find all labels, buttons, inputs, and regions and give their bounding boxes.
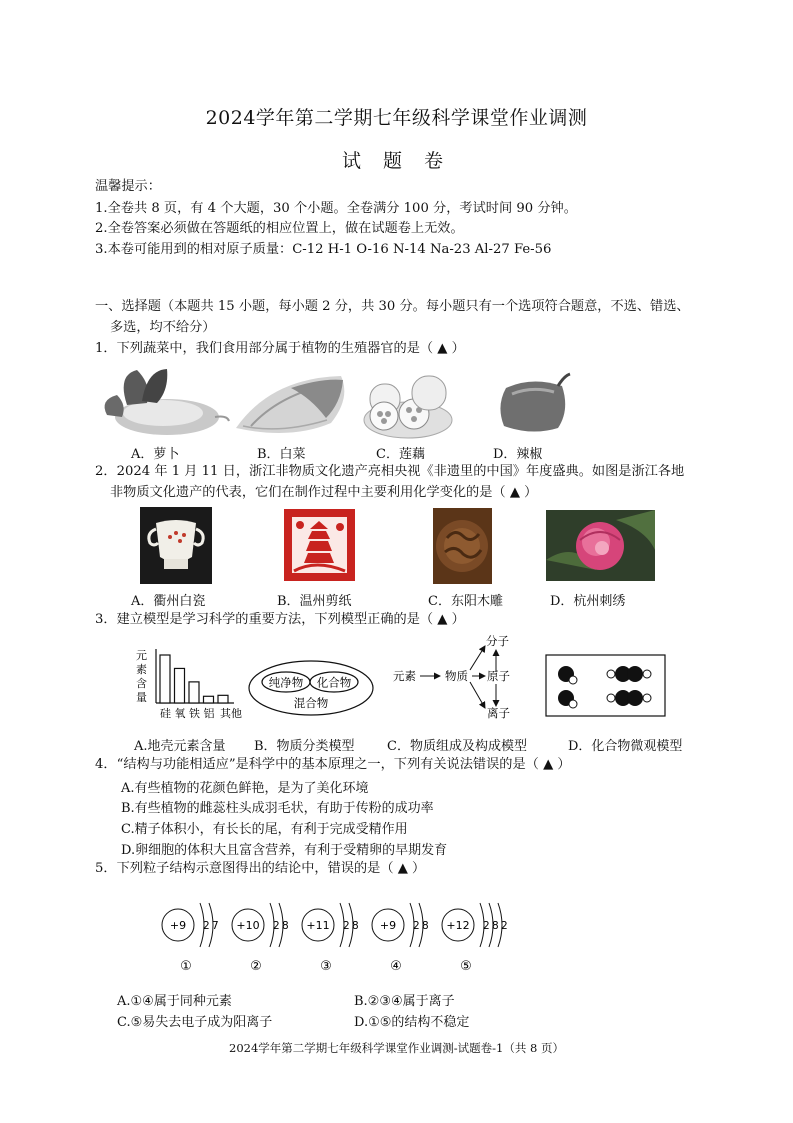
pepper-image [492,370,572,438]
tip-2: 2.全卷答案必须做在答题纸的相应位置上，做在试题卷上无效。 [95,221,464,236]
nucleus-charge: +10 [236,919,260,932]
molecule-label: 分子 [486,634,509,648]
composition-model [390,632,520,724]
shell-electron-count: 2 [501,920,508,932]
q5-option-b: B.②③④属于离子 [354,994,455,1009]
particle-diagram-2 [232,903,289,974]
papercut-image [284,509,355,581]
q3-option-d: D．化合物微观模型 [568,739,683,754]
bar-5 [218,695,228,703]
particle-diagram-3 [302,903,359,974]
x-tick-label: 铁 [189,707,200,720]
tip-3: 3.本卷可能用到的相对原子质量：C-12 H-1 O-16 N-14 Na-23 Al-27 Fe-56 [95,242,552,257]
question-2-stem: 2．2024 年 1 月 11 日，浙江非物质文化遗产亮相央视《非遗里的中国》年度盛典。如图是浙江各地 [95,464,685,479]
particle-diagram-1 [162,903,219,974]
section-1-heading: 一、选择题（本题共 15 小题，每小题 2 分，共 30 分。每小题只有一个选项符合题意，不选、错选、 [95,299,690,314]
nucleus-charge: +9 [169,919,187,932]
x-tick-label: 氧 [174,707,186,720]
shell-electron-count: 7 [212,920,219,932]
element-label: 元素 [393,669,416,683]
bar-3 [189,682,199,703]
shell-electron-count: 8 [492,920,499,932]
pure-substance-label: 纯净物 [268,675,304,690]
nucleus-charge: +11 [306,919,330,932]
question-4-stem: 4．“结构与功能相适应”是科学中的基本原理之一，下列有关说法错误的是（ ▲ ） [95,757,571,772]
q4-option-d: D.卵细胞的体积大且富含营养，有利于受精卵的早期发育 [121,843,448,858]
question-5-stem: 5．下列粒子结构示意图得出的结论中，错误的是（ ▲ ） [95,861,426,876]
q1-option-d: D．辣椒 [493,447,543,462]
radish-image [97,365,229,441]
particle-number-label: ⑤ [460,959,472,974]
particle-number-label: ① [180,959,192,974]
woodcarving-image [433,508,492,584]
atom-label: 原子 [487,669,510,683]
q4-option-c: C.精子体积小，有长长的尾，有利于完成受精作用 [121,822,408,837]
x-tick-label: 其他 [220,707,242,720]
particle-diagram-4 [372,903,429,974]
q3-option-a: A.地壳元素含量 [134,739,226,754]
shell-electron-count: 2 [203,920,210,932]
q5-option-d: D.①⑤的结构不稳定 [354,1015,470,1030]
page-footer: 2024学年第二学期七年级科学课堂作业调测-试题卷-1（共 8 页） [229,1041,564,1055]
particle-diagram-5 [442,903,508,974]
y-axis-label-char: 素 [136,663,147,676]
particle-structure-diagrams [150,890,530,974]
q3-option-b: B．物质分类模型 [254,739,355,754]
bar-2 [175,668,185,703]
q5-option-c: C.⑤易失去电子成为阳离子 [117,1015,273,1030]
compound-label: 化合物 [316,675,352,690]
shell-electron-count: 2 [343,920,350,932]
cabbage-image [231,368,353,442]
shell-electron-count: 8 [282,920,289,932]
q4-option-a: A.有些植物的花颜色鲜艳，是为了美化环境 [121,781,369,796]
particle-number-label: ④ [390,959,402,974]
lotus-root-image [362,370,455,440]
question-2-stem-cont: 非物质文化遗产的代表，它们在制作过程中主要利用化学变化的是（ ▲ ） [110,485,538,500]
particle-number-label: ② [250,959,262,974]
y-axis-label-char: 含 [136,677,147,690]
section-1-heading-cont: 多选，均不给分） [110,320,216,335]
mixture-label: 混合物 [293,696,329,710]
q5-option-a: A.①④属于同种元素 [117,994,232,1009]
embroidery-image [546,510,655,581]
q2-option-a: A．衢州白瓷 [131,594,206,609]
molecule-1 [558,666,577,684]
matter-label: 物质 [445,669,468,683]
tip-1: 1.全卷共 8 页，有 4 个大题，30 个小题。全卷满分 100 分，考试时间 90 分钟。 [95,201,577,216]
x-tick-label: 硅 [160,707,171,720]
shell-electron-count: 2 [413,920,420,932]
particle-number-label: ③ [320,959,332,974]
classification-model [246,658,377,718]
crust-element-chart [132,645,242,723]
ion-label: 离子 [487,706,510,720]
q2-option-d: D．杭州刺绣 [550,594,626,609]
q1-option-b: B．白菜 [257,447,306,462]
bar-4 [204,696,214,703]
y-axis-label-char: 元 [136,649,147,662]
shell-electron-count: 2 [273,920,280,932]
q2-option-c: C．东阳木雕 [428,594,503,609]
exam-subtitle: 试 题 卷 [341,150,452,172]
q2-option-b: B．温州剪纸 [277,594,352,609]
q1-option-c: C．莲藕 [376,447,425,462]
shell-electron-count: 2 [483,920,490,932]
q4-option-b: B.有些植物的雌蕊柱头成羽毛状，有助于传粉的成功率 [121,801,434,816]
q3-option-c: C．物质组成及构成模型 [387,739,527,754]
bar-1 [160,655,170,703]
question-1-stem: 1．下列蔬菜中，我们食用部分属于植物的生殖器官的是（ ▲ ） [95,341,465,356]
question-3-stem: 3．建立模型是学习科学的重要方法，下列模型正确的是（ ▲ ） [95,612,465,627]
molecule-4 [607,690,651,706]
compound-microscopic-model [545,654,666,717]
x-tick-label: 铝 [203,707,215,720]
nucleus-charge: +9 [379,919,397,932]
q1-option-a: A．萝卜 [131,447,180,462]
porcelain-image [140,507,212,584]
tips-heading: 温馨提示： [95,179,161,194]
molecule-3 [607,666,651,682]
nucleus-charge: +12 [446,919,470,932]
y-axis-label-char: 量 [136,691,147,704]
shell-electron-count: 8 [352,920,359,932]
exam-title: 2024学年第二学期七年级科学课堂作业调测 [205,107,588,129]
molecule-2 [558,690,577,708]
shell-electron-count: 8 [422,920,429,932]
